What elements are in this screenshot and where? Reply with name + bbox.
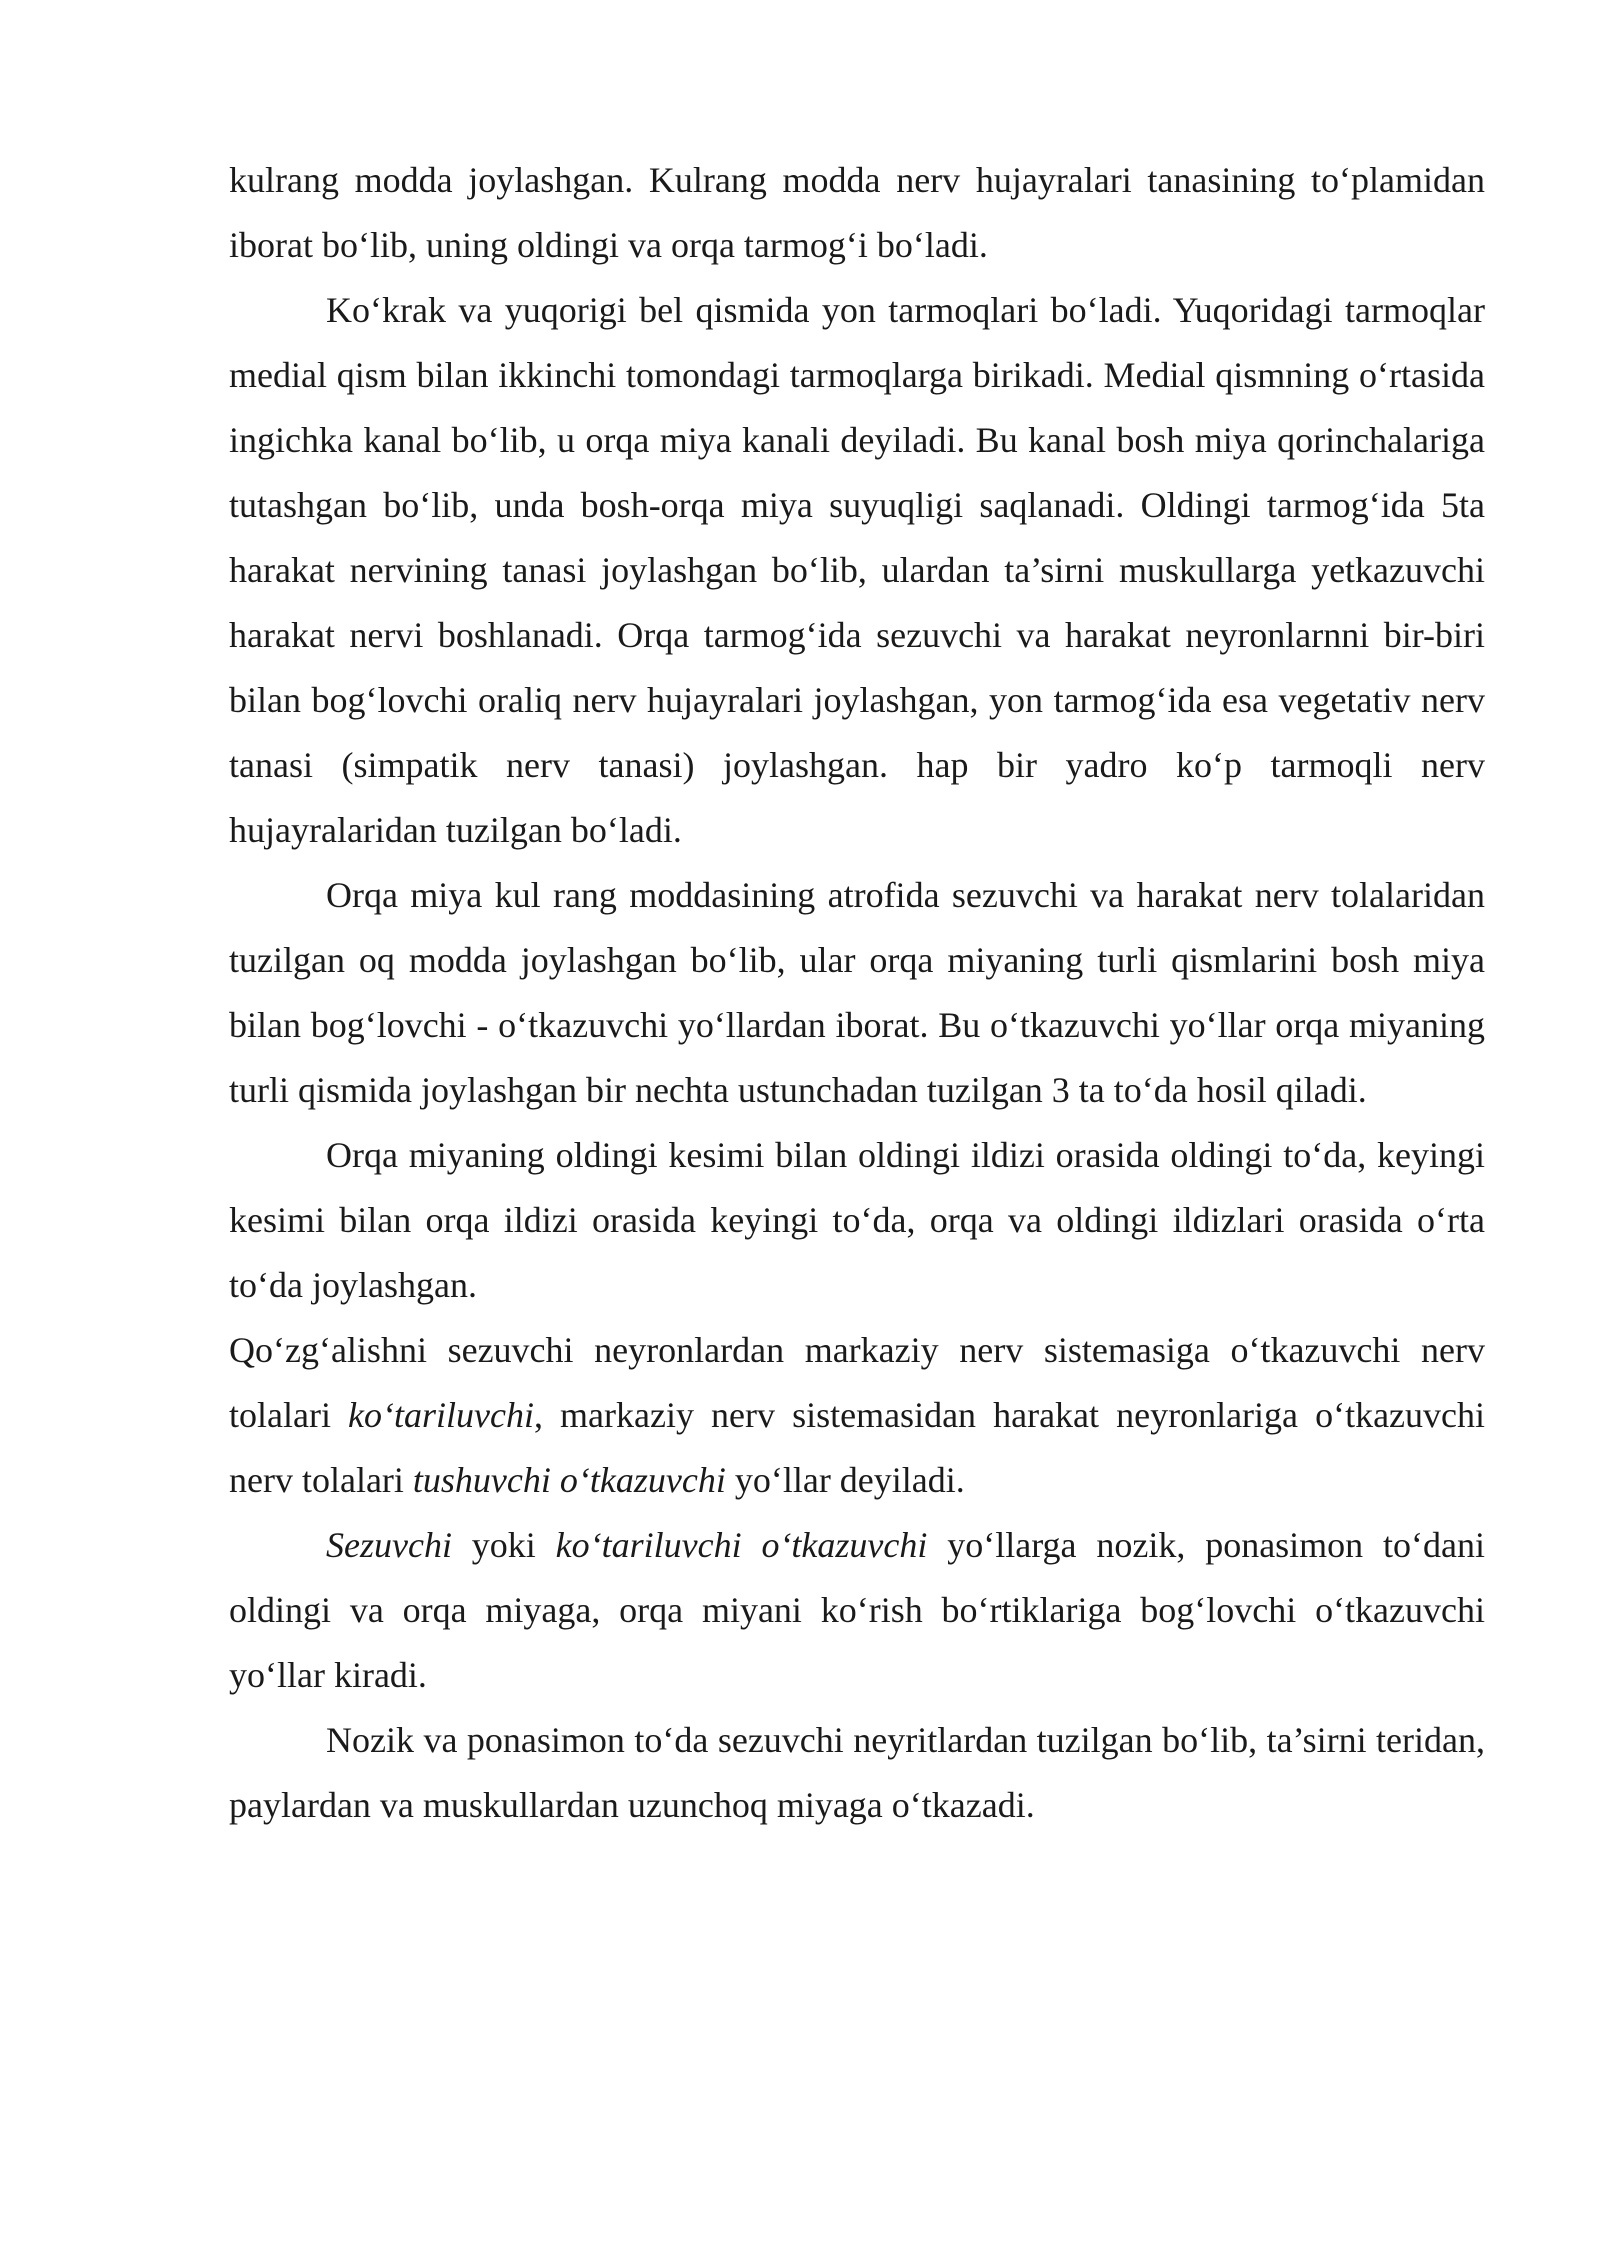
- text-run: yoki: [451, 1525, 556, 1565]
- paragraph: [229, 278, 1485, 863]
- paragraph: [229, 1318, 1485, 1513]
- italic-term: Sezuvchi: [326, 1525, 452, 1565]
- text-run: Orqa miyaning oldingi kesimi bilan oldingi ildizi orasida oldingi to‘da, keyingi kesimi bilan orqa ildizi orasida keyingi to‘da, orqa va oldingi ildizlari orasida o‘rta to‘da joylashgan.: [229, 1135, 1485, 1305]
- body-text: [229, 148, 1485, 1838]
- paragraph: [229, 1123, 1485, 1318]
- text-run: Orqa miya kul rang moddasining atrofida sezuvchi va harakat nerv tolalaridan tuzilgan oq modda joylashgan bo‘lib, ular orqa miyaning turli qismlarini bosh miya bilan bog‘lovchi - o‘tkazuvchi yo‘llardan iborat. Bu o‘tkazuvchi yo‘llar orqa miyaning turli qismida joylashgan bir nechta ustunchadan tuzilgan 3 ta to‘da hosil qiladi.: [229, 875, 1485, 1110]
- italic-term: ko‘tariluvchi o‘tkazuvchi: [555, 1525, 928, 1565]
- text-run: kulrang modda joylashgan. Kulrang modda nerv hujayralari tanasining to‘plamidan iborat bo‘lib, uning oldingi va orqa tarmog‘i bo‘ladi.: [229, 160, 1485, 265]
- paragraph: [229, 863, 1485, 1123]
- text-run: , markaziy nerv sistemasidan harakat neyronlariga o‘tkazuvchi nerv tolalari: [229, 1395, 1486, 1500]
- paragraph: [229, 1513, 1485, 1708]
- paragraph: [229, 148, 1485, 278]
- text-run: Nozik va ponasimon to‘da sezuvchi neyritlardan tuzilgan bo‘lib, ta’sirni teridan, paylardan va muskullardan uzunchoq miyaga o‘tkazadi.: [229, 1720, 1485, 1825]
- italic-term: tushuvchi o‘tkazuvchi: [412, 1460, 726, 1500]
- text-run: yo‘llar deyiladi.: [725, 1460, 965, 1500]
- text-run: Qo‘zg‘alishni sezuvchi neyronlardan markaziy nerv sistemasiga o‘tkazuvchi nerv tolalari: [229, 1330, 1485, 1435]
- text-run: Ko‘krak va yuqorigi bel qismida yon tarmoqlari bo‘ladi. Yuqoridagi tarmoqlar medial qism bilan ikkinchi tomondagi tarmoqlarga birikadi. Medial qismning o‘rtasida ingichka kanal bo‘lib, u orqa miya kanali deyiladi. Bu kanal bosh miya qorinchalariga tutashgan bo‘lib, unda bosh-orqa miya suyuqligi saqlanadi. Oldingi tarmog‘ida 5ta harakat nervining tanasi joylashgan bo‘lib, ulardan ta’sirni muskullarga yetkazuvchi harakat nervi boshlanadi. Orqa tarmog‘ida sezuvchi va harakat neyronlarnni bir-biri bilan bog‘lovchi oraliq nerv hujayralari joylashgan, yon tarmog‘ida esa vegetativ nerv tanasi (simpatik nerv tanasi) joylashgan. hap bir yadro ko‘p tarmoqli nerv hujayralaridan tuzilgan bo‘ladi.: [229, 290, 1485, 850]
- text-run: yo‘llarga nozik, ponasimon to‘dani oldingi va orqa miyaga, orqa miyani ko‘rish bo‘rtiklariga bog‘lovchi o‘tkazuvchi yo‘llar kiradi.: [229, 1525, 1485, 1695]
- italic-term: ko‘tariluvchi: [348, 1395, 534, 1435]
- paragraph: [229, 1708, 1485, 1838]
